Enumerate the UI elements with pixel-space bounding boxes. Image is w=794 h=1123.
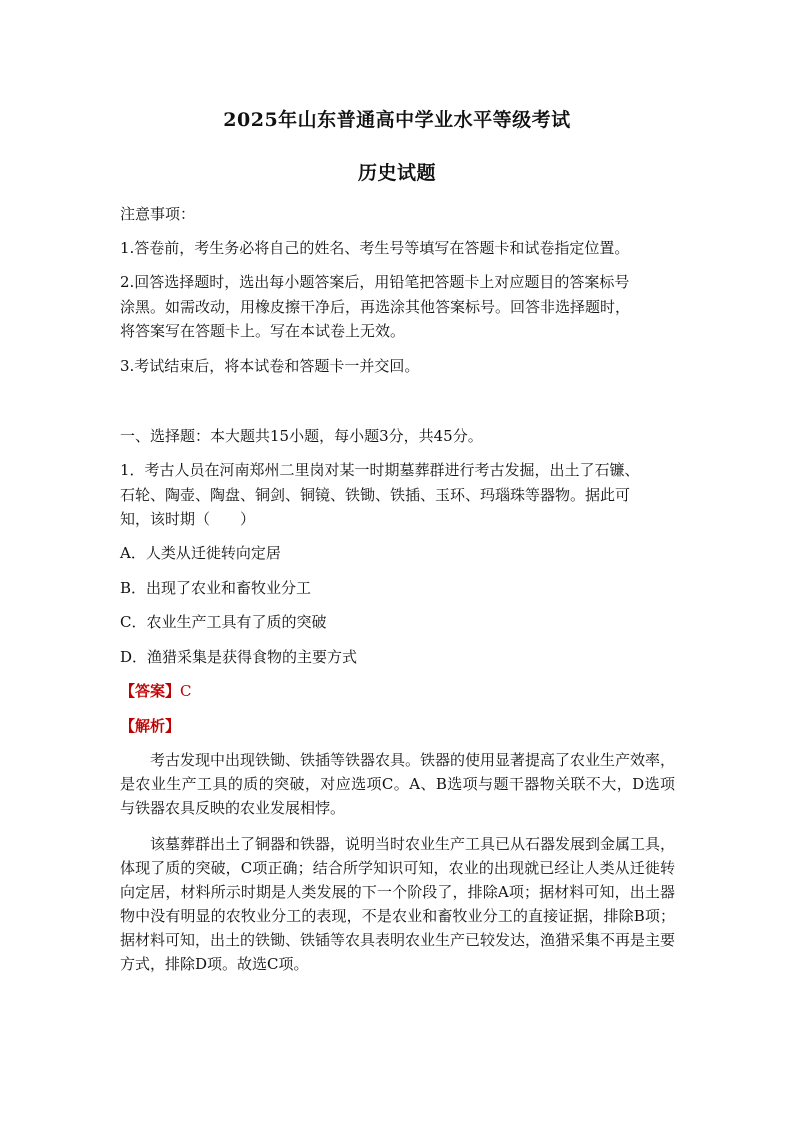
note-item: 涂黑。如需改动，用橡皮擦干净后，再选涂其他答案标号。回答非选择题时， xyxy=(120,298,631,316)
analysis-paragraph-2: 该墓葬群出土了铜器和铁器，说明当时农业生产工具已从石器发展到金属工具，体现了质的突破，C项正确；结合所学知识可知，农业的出现就已经让人类从迁徙转向定居，材料所示时期是人类发展的下一个阶段了，排除A项；据材料可知，出土器物中没有明显的农牧业分工的表现，不是农业和畜牧业分工的直接证据，排除B项；据材料可知，出土的铁锄、铁锸等农具表明农业生产已较发达，渔猎采集不再是主要方式，排除D项。故选C项。 xyxy=(120,835,676,973)
question-stem-line: 知，该时期（ ） xyxy=(120,510,256,528)
note-item: 1.答卷前，考生务必将自己的姓名、考生号等填写在答题卡和试卷指定位置。 xyxy=(120,239,630,257)
question-stem-line: 1．考古人员在河南郑州二里岗对某一时期墓葬群进行考古发掘，出土了石镰、 xyxy=(120,461,640,479)
note-item: 2.回答选择题时，选出每小题答案后，用铅笔把答题卡上对应题目的答案标号 xyxy=(120,273,630,291)
option-d: D．渔猎采集是获得食物的主要方式 xyxy=(120,648,358,666)
option-c: C．农业生产工具有了质的突破 xyxy=(120,613,327,631)
analysis-paragraph-1: 考古发现中出现铁锄、铁插等铁器农具。铁器的使用显著提高了农业生产效率，是农业生产工具的质的突破，对应选项C。A、B选项与题干器物关联不大，D选项与铁器农具反映的农业发展相悖。 xyxy=(120,751,676,817)
option-b: B．出现了农业和畜牧业分工 xyxy=(120,579,312,597)
section-heading: 一、选择题：本大题共15小题，每小题3分，共45分。 xyxy=(120,427,483,445)
answer-value: C xyxy=(180,682,192,700)
answer-line xyxy=(120,679,680,703)
note-item: 将答案写在答题卡上。写在本试卷上无效。 xyxy=(120,322,406,340)
question-stem-line: 石轮、陶壶、陶盘、铜剑、铜镜、铁锄、铁插、玉环、玛瑙珠等器物。据此可 xyxy=(120,486,631,504)
option-a: A．人类从迁徙转向定居 xyxy=(120,544,281,562)
analysis-label: 【解析】 xyxy=(120,717,181,735)
exam-title: 2025年山东普通高中学业水平等级考试 xyxy=(223,109,571,131)
answer-label: 【答案】 xyxy=(120,682,181,700)
notes-heading: 注意事项： xyxy=(120,205,196,223)
note-item: 3.考试结束后，将本试卷和答题卡一并交回。 xyxy=(120,357,420,375)
analysis-line xyxy=(120,714,680,738)
exam-subject: 历史试题 xyxy=(357,162,436,184)
